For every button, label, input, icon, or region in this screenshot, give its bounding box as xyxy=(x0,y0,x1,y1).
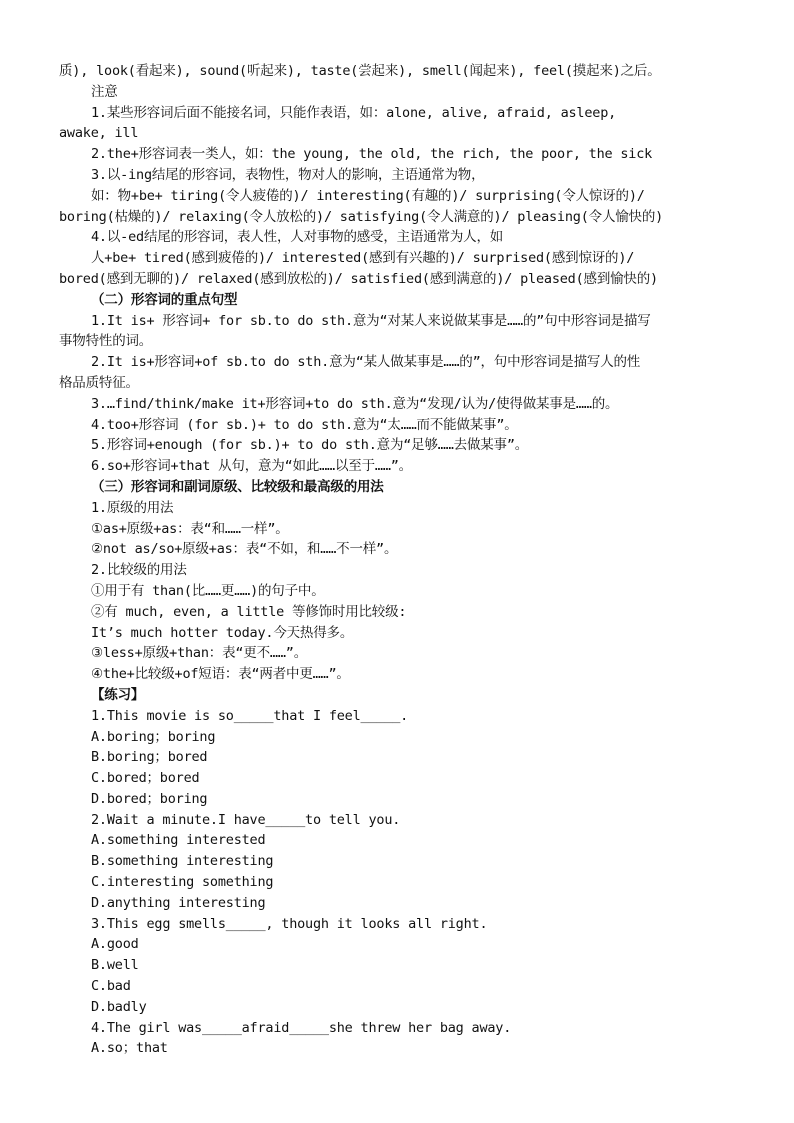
section-heading: （三）形容词和副词原级、比较级和最高级的用法 xyxy=(91,478,384,495)
option-line: B.boring；bored xyxy=(91,749,208,766)
text-line: boring(枯燥的)/ relaxing(令人放松的)/ satisfying(令人满意的)/ pleasing(令人愉快的) xyxy=(59,208,664,225)
text-line: 人+be+ tired(感到疲倦的)/ interested(感到有兴趣的)/ surprised(感到惊讶的)/ xyxy=(91,250,635,267)
text-line: awake, ill xyxy=(59,125,139,142)
text-line: 3.…find/think/make it+形容词+to do sth.意为“发现/认为/使得做某事是……的。 xyxy=(91,395,619,412)
text-line: 6.so+形容词+that 从句，意为“如此……以至于……”。 xyxy=(91,458,412,475)
option-line: A.good xyxy=(91,936,139,953)
text-line: 1.某些形容词后面不能接名词，只能作表语，如：alone, alive, afraid, asleep, xyxy=(91,104,617,121)
option-line: D.badly xyxy=(91,998,147,1015)
text-line: 4.too+形容词 (for sb.)+ to do sth.意为“太……而不能做某事”。 xyxy=(91,416,518,433)
text-line: 2.It is+形容词+of sb.to do sth.意为“某人做某事是……的”，句中形容词是描写人的性 xyxy=(91,354,641,371)
text-line: 如：物+be+ tiring(令人疲倦的)/ interesting(有趣的)/ surprising(令人惊讶的)/ xyxy=(91,187,645,204)
text-line: 4.以-ed结尾的形容词，表人性，人对事物的感受，主语通常为人，如 xyxy=(91,229,504,246)
option-line: D.bored；boring xyxy=(91,790,208,807)
text-line: 1.It is+ 形容词+ for sb.to do sth.意为“对某人来说做某事是……的”句中形容词是描写 xyxy=(91,312,651,329)
question-line: 1.This movie is so_____that I feel_____. xyxy=(91,707,409,724)
option-line: B.well xyxy=(91,957,139,974)
section-heading: （二）形容词的重点句型 xyxy=(91,291,238,308)
text-line: 事物特性的词。 xyxy=(59,333,153,350)
option-line: A.something interested xyxy=(91,832,266,849)
text-line: ④the+比较级+of短语：表“两者中更……”。 xyxy=(91,666,350,683)
question-line: 2.Wait a minute.I have_____to tell you. xyxy=(91,811,401,828)
text-line: 3.以-ing结尾的形容词，表物性，物对人的影响，主语通常为物， xyxy=(91,166,485,183)
text-line: bored(感到无聊的)/ relaxed(感到放松的)/ satisfied(感到满意的)/ pleased(感到愉快的) xyxy=(59,270,658,287)
option-line: B.something interesting xyxy=(91,853,274,870)
text-line: ①as+原级+as：表“和……一样”。 xyxy=(91,520,289,537)
question-line: 3.This egg smells_____, though it looks all right. xyxy=(91,915,488,932)
text-line: ①用于有 than(比……更……)的句子中。 xyxy=(91,582,325,599)
note-label: 注意 xyxy=(91,83,118,100)
text-line: 2.比较级的用法 xyxy=(91,562,187,579)
text-line: 2.the+形容词表一类人，如：the young, the old, the rich, the poor, the sick xyxy=(91,146,653,163)
question-line: 4.The girl was_____afraid_____she threw her bag away. xyxy=(91,1019,512,1036)
option-line: A.boring；boring xyxy=(91,728,216,745)
text-line: ②有 much, even, a little 等修饰时用比较级: xyxy=(91,603,407,620)
option-line: C.interesting something xyxy=(91,874,274,891)
text-line: 5.形容词+enough (for sb.)+ to do sth.意为“足够……去做某事”。 xyxy=(91,437,529,454)
text-line: 1.原级的用法 xyxy=(91,499,174,516)
option-line: C.bad xyxy=(91,978,131,995)
option-line: A.so；that xyxy=(91,1040,168,1057)
practice-heading: 【练习】 xyxy=(91,686,145,703)
option-line: C.bored；bored xyxy=(91,770,200,787)
text-line: 格品质特征。 xyxy=(59,374,139,391)
text-line: ③less+原级+than：表“更不……”。 xyxy=(91,645,307,662)
text-line: ②not as/so+原级+as：表“不如，和……不一样”。 xyxy=(91,541,398,558)
text-line: It’s much hotter today.今天热得多。 xyxy=(91,624,354,641)
option-line: D.anything interesting xyxy=(91,894,266,911)
text-line: 质), look(看起来), sound(听起来), taste(尝起来), smell(闻起来), feel(摸起来)之后。 xyxy=(59,63,661,79)
